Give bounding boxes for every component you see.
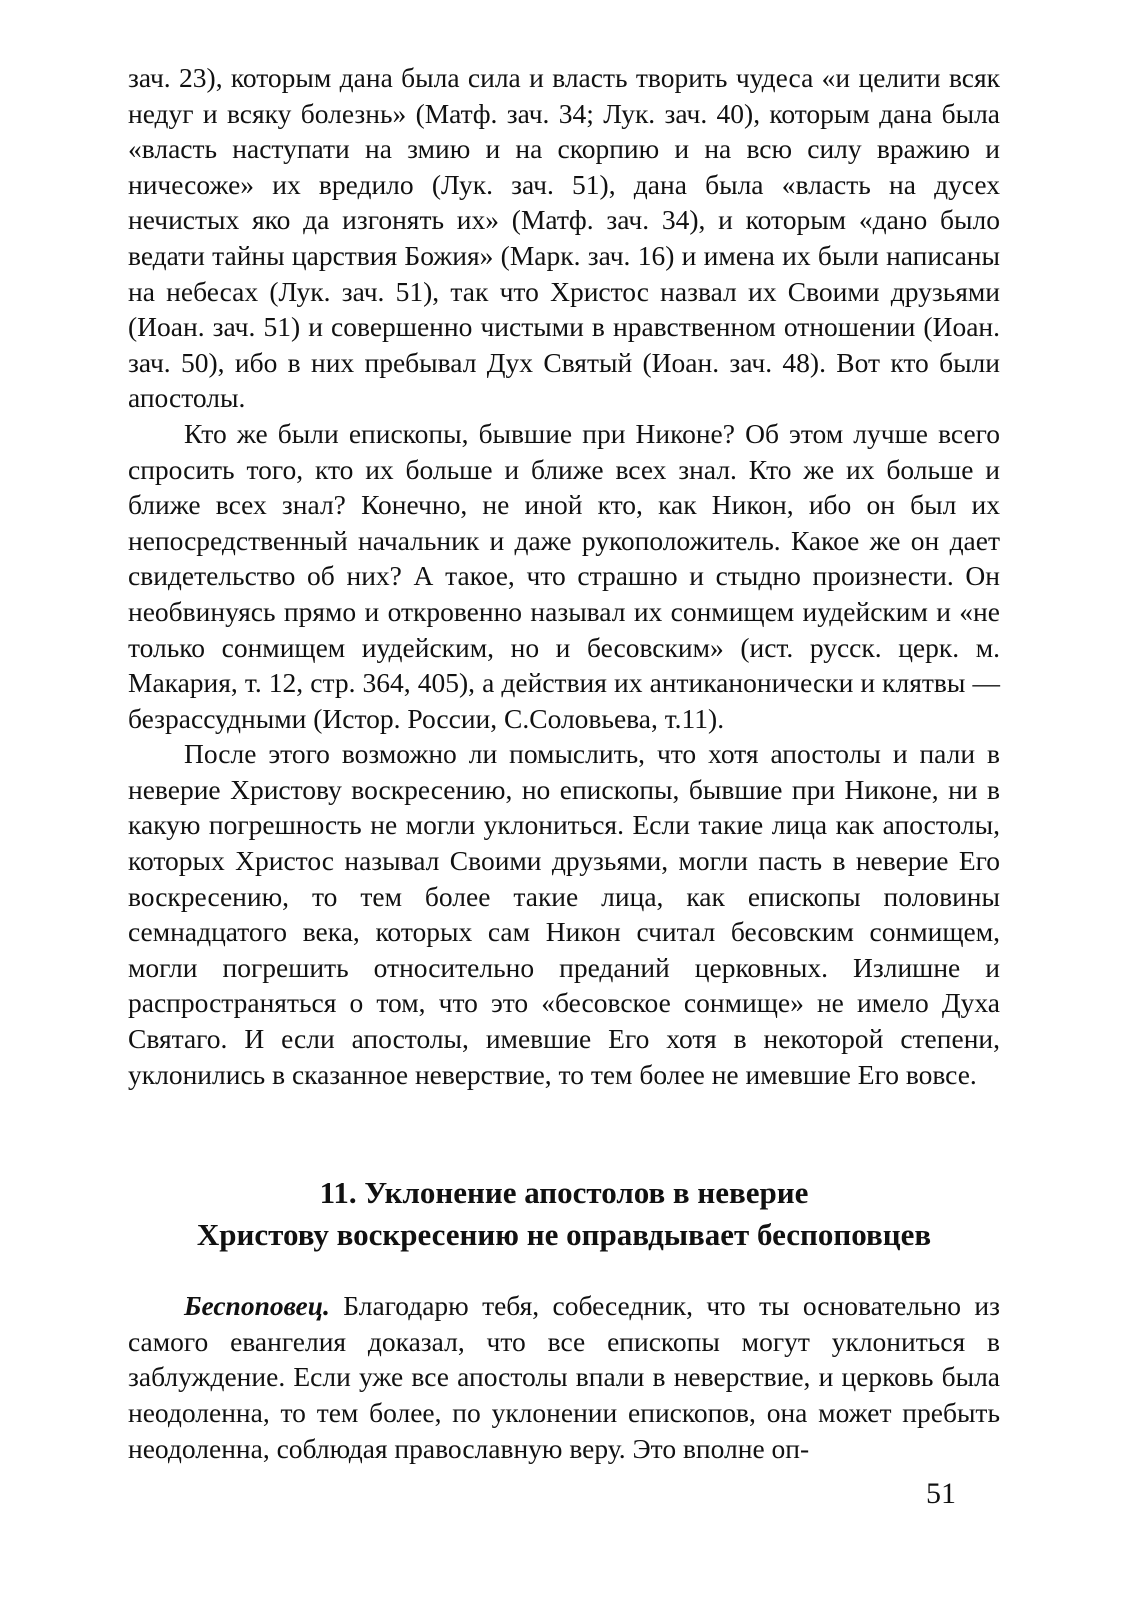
paragraph-conclusion: После этого возможно ли помыслить, что хотя апостолы и пали в неверие Христову воскресению, но епископы, бывшие при Никоне, ни в какую погрешность не могли уклониться. Если такие лица как апостолы, которых Христос называл Своими друзьями, могли пасть в неверие Его воскресению, то тем более такие лица, как епископы половины семнадцатого века, которых сам Никон считал бесовским сонмищем, могли погрешить относительно преданий церковных. Излишне и распространяться о том, что это «бесовское сонмище» не имело Духа Святаго. И если апостолы, имевшие Его хотя в некоторой степени, уклонились в сказанное неверствие, то тем более не имевшие Его вовсе. — [128, 738, 1000, 1090]
section-heading-line-2: Христову воскресению не оправдывает беспоповцев — [196, 1217, 932, 1253]
section-heading-line-1: 11. Уклонение апостолов в неверие — [319, 1175, 809, 1211]
paragraph-bishops-nikon: Кто же были епископы, бывшие при Никоне? Об этом лучше всего спросить того, кто их больше и ближе всех знал. Кто же их больше и ближе всех знал? Конечно, не иной кто, как Никон, ибо он был их непосредственный начальник и даже рукоположитель. Какое же он дает свидетельство об них? А такое, что страшно и стыдно произнести. Он необвинуясь прямо и откровенно называл их сонмищем иудейским и «не только сонмищем иудейским, но и бесовским» (ист. русск. церк. м. Макария, т. 12, стр. 364, 405), а действия их антиканонически и клятвы — безрассудными (Истор. России, С.Соловьева, т.11). — [128, 417, 1000, 734]
paragraph-apostles-description: зач. 23), которым дана была сила и власть творить чудеса «и целити всяк недуг и всяку болезнь» (Матф. зач. 34; Лук. зач. 40), которым дана была «власть наступати на змию и на скорпию и на всю силу вражию и ничесоже» их вредило (Лук. зач. 51), дана была «власть на дусех нечистых яко да изгонять их» (Матф. зач. 34), и которым «дано было ведати тайны царствия Божия» (Марк. зач. 16) и имена их были написаны на небесах (Лук. зач. 51), так что Христос назвал их Своими друзьями (Иоан. зач. 51) и совершенно чистыми в нравственном отношении (Иоан. зач. 50), ибо в них пребывал Дух Святый (Иоан. зач. 48). Вот кто были апостолы. — [128, 62, 1000, 414]
page-number: 51 — [926, 1477, 956, 1510]
section-heading — [128, 1172, 1000, 1256]
dialog-speaker: Беспоповец. — [184, 1290, 330, 1322]
document-page — [128, 60, 1000, 1466]
dialog-text: Благодарю тебя, собеседник, что ты основательно из самого евангелия доказал, что все епископы могут уклониться в заблуждение. Если уже все апостолы впали в неверствие, и церковь была неодоленна, то тем более, по уклонении епископов, она может пребыть неодоленна, соблюдая православную веру. Это вполне оп- — [128, 1290, 1000, 1464]
dialog-paragraph — [128, 1288, 1000, 1466]
